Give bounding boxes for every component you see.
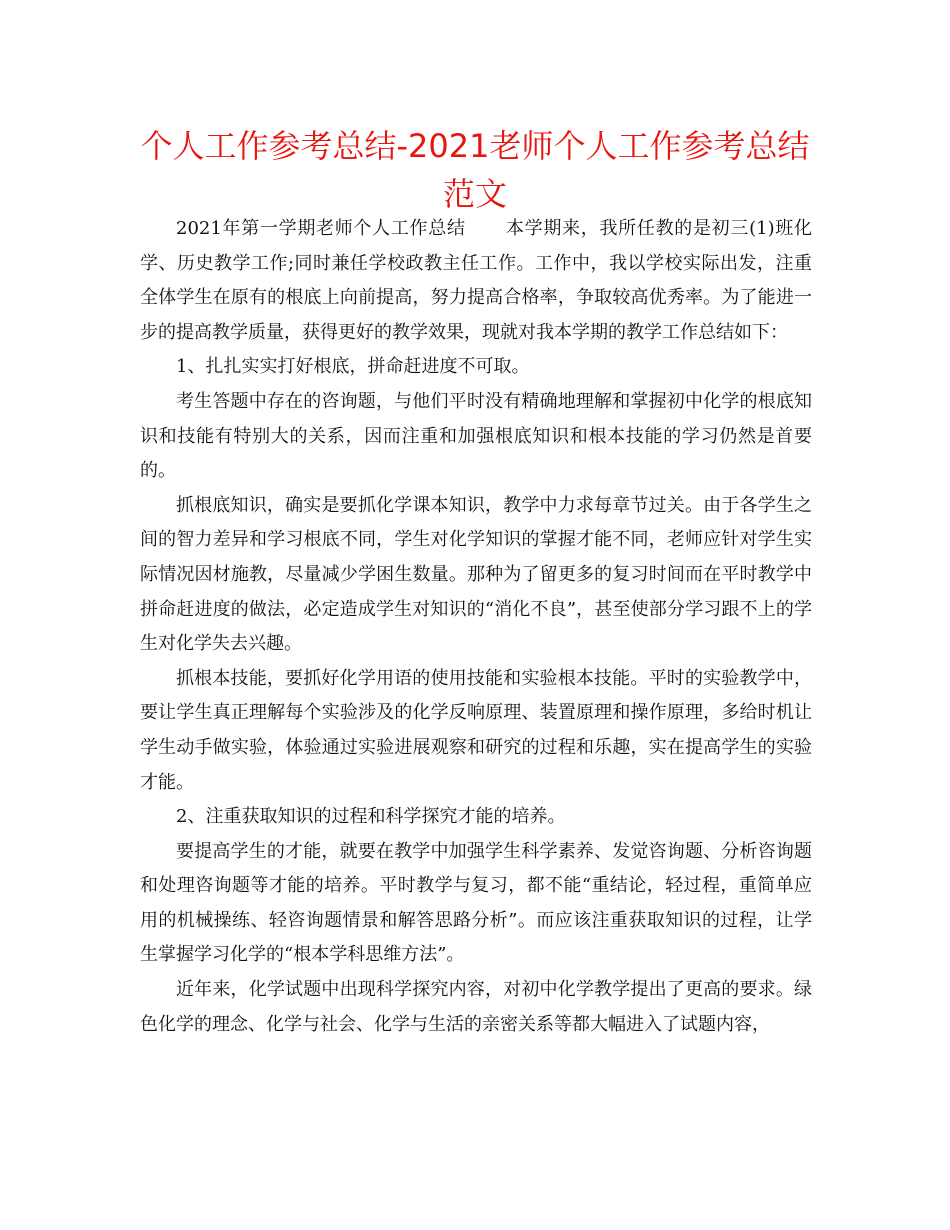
document-body (140, 212, 812, 1042)
intro-heading: 2021年第一学期老师个人工作总结 (176, 218, 466, 239)
paragraph-text: 本学期来，我所任教的是初三(1)班化学、历史教学工作;同时兼任学校政教主任工作。工作中，我以学校实际出发，注重全体学生在原有的根底上向前提高，努力提高合格率，争取较高优秀率。为了能进一步的提高教学质量，获得更好的教学效果，现就对我本学期的教学工作总结如下： (140, 218, 812, 343)
paragraph: 要提高学生的才能，就要在教学中加强学生科学素养、发觉咨询题、分析咨询题和处理咨询题等才能的培养。平时教学与复习，都不能“重结论，轻过程，重简单应用的机械操练、轻咨询题情景和解答思路分析”。而应该注重获取知识的过程，让学生掌握学习化学的“根本学科思维方法”。 (140, 840, 812, 966)
paragraph: 抓根底知识，确实是要抓化学课本知识，教学中力求每章节过关。由于各学生之间的智力差异和学习根底不同，学生对化学知识的掌握才能不同，老师应针对学生实际情况因材施教，尽量减少学困生数量。那种为了留更多的复习时间而在平时教学中拼命赶进度的做法，必定造成学生对知识的“消化不良”，甚至使部分学习跟不上的学生对化学失去兴趣。 (140, 494, 812, 655)
paragraph: 近年来，化学试题中出现科学探究内容，对初中化学教学提出了更高的要求。绿色化学的理念、化学与社会、化学与生活的亲密关系等都大幅进入了试题内容， (140, 979, 812, 1035)
paragraph: 2、注重获取知识的过程和科学探究才能的培养。 (176, 806, 566, 828)
paragraph: 抓根本技能，要抓好化学用语的使用技能和实验根本技能。平时的实验教学中，要让学生真正理解每个实验涉及的化学反响原理、装置原理和操作原理，多给时机让学生动手做实验，体验通过实验进展观察和研究的过程和乐趣，实在提高学生的实验才能。 (140, 667, 812, 793)
paragraph: 1、扎扎实实打好根底，拼命赶进度不可取。 (176, 356, 530, 378)
document-title: 个人工作参考总结-2021老师个人工作参考总结范文 (140, 127, 810, 213)
paragraph: 考生答题中存在的咨询题，与他们平时没有精确地理解和掌握初中化学的根底知识和技能有特别大的关系，因而注重和加强根底知识和根本技能的学习仍然是首要的。 (140, 390, 812, 482)
paragraph-intro (140, 212, 812, 350)
